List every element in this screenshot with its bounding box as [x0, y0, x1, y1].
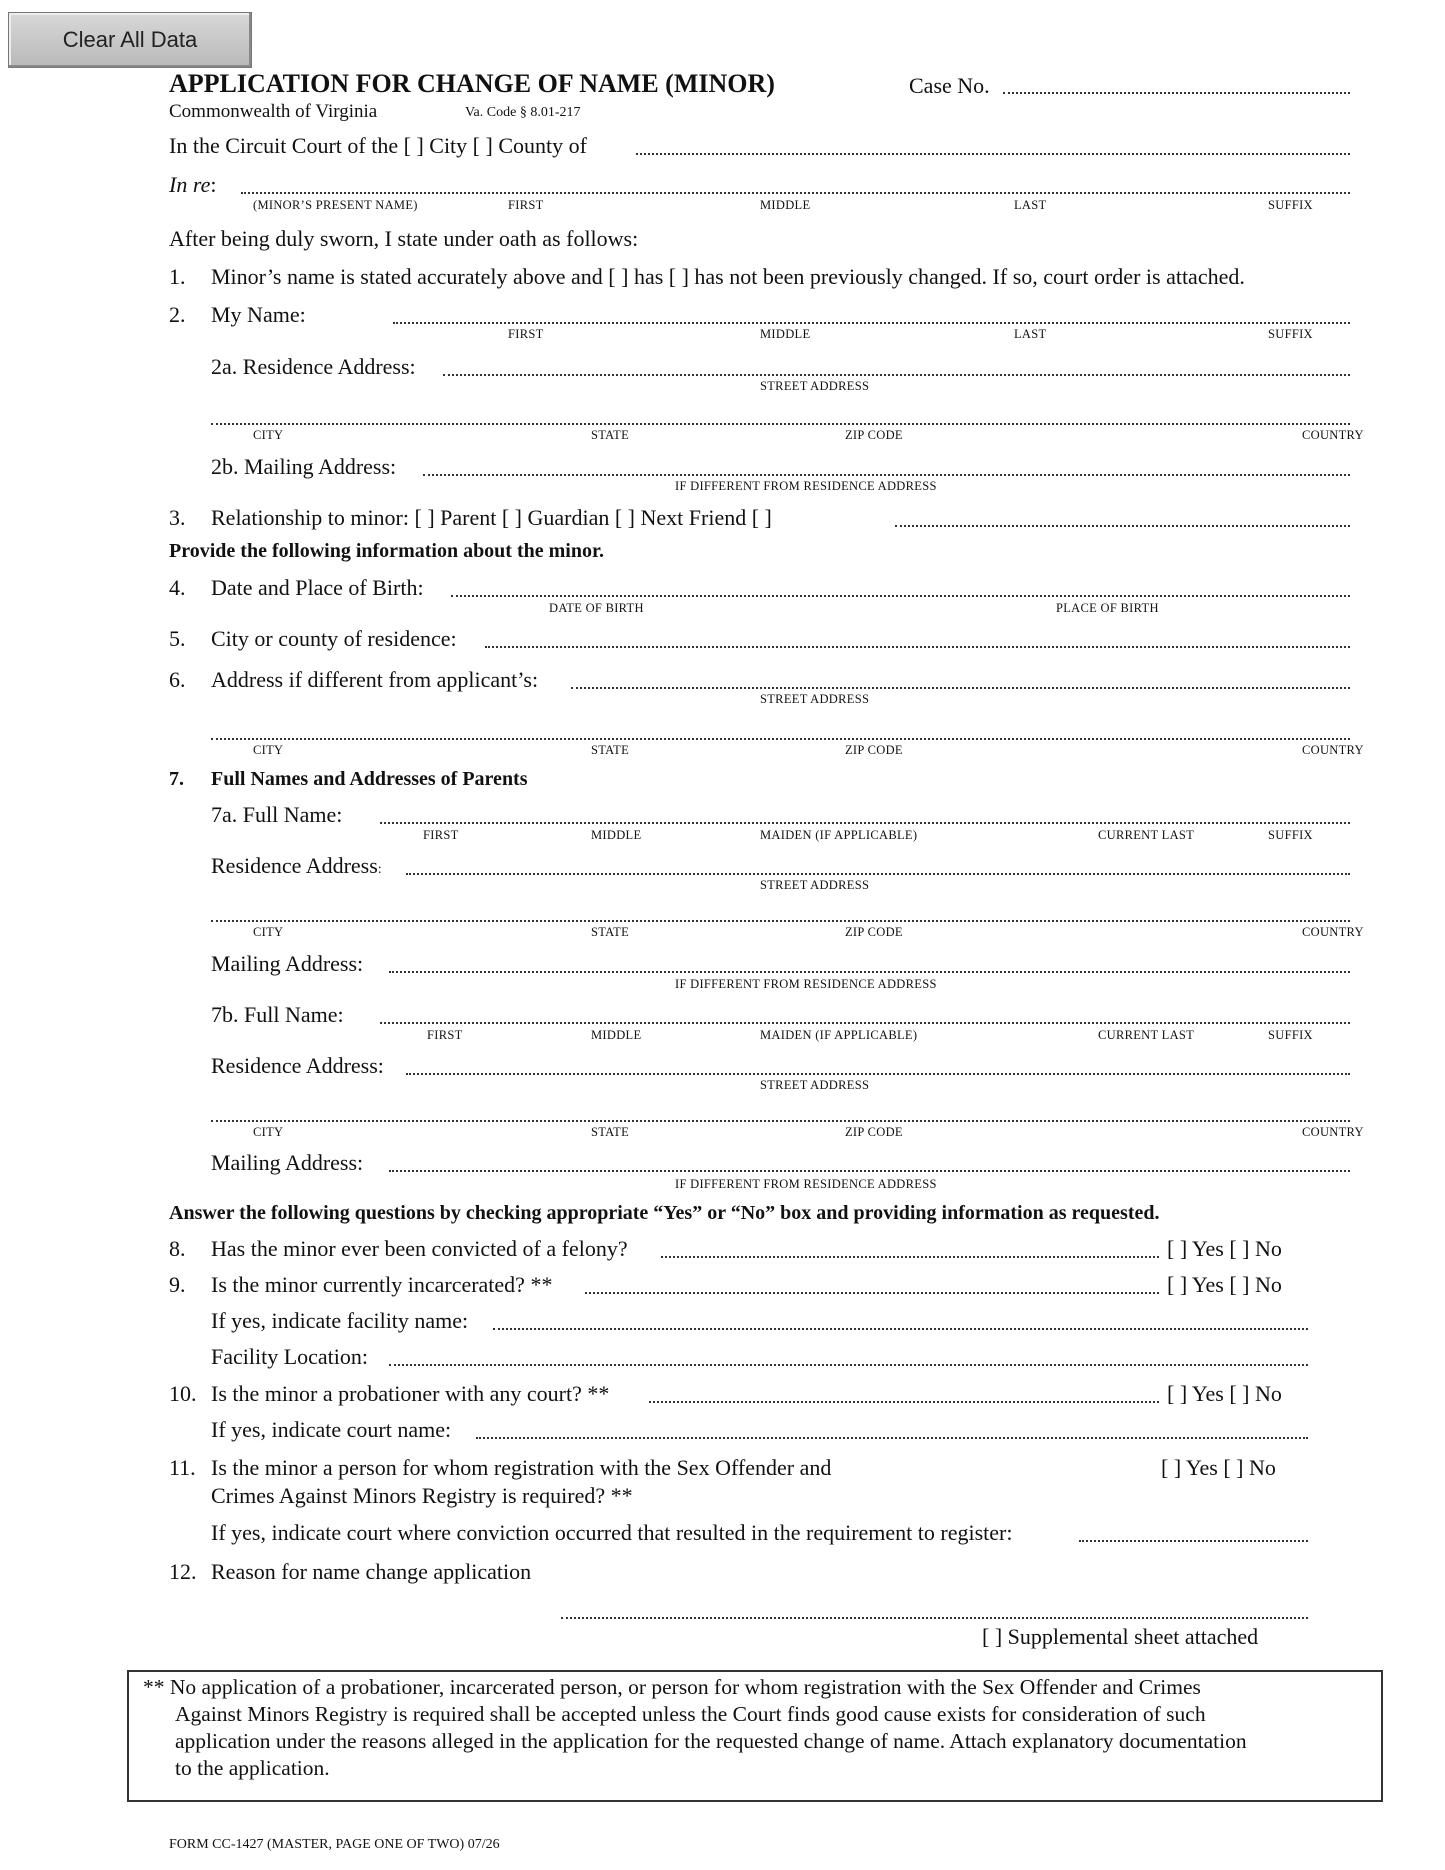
field-label: SUFFIX	[1268, 198, 1313, 212]
notice-line: to the application.	[175, 1756, 330, 1780]
field-label: SUFFIX	[1268, 1028, 1313, 1042]
field-label: LAST	[1014, 198, 1047, 212]
my-name-field[interactable]	[393, 322, 1350, 324]
facility-location-label: Facility Location:	[211, 1344, 369, 1369]
field-label: IF DIFFERENT FROM RESIDENCE ADDRESS	[675, 479, 937, 493]
leader-dots	[585, 1292, 1159, 1294]
case-no-label: Case No.	[909, 73, 990, 98]
field-label: CITY	[253, 1125, 284, 1139]
leader-dots	[649, 1401, 1159, 1403]
field-label: ZIP CODE	[845, 428, 903, 442]
notice-line: application under the reasons alleged in the application for the requested change of name. Attach explanatory documentation	[175, 1729, 1247, 1753]
colon: :	[377, 862, 382, 877]
probationer-question: Is the minor a probationer with any court? **	[211, 1381, 610, 1406]
registry-yes-no[interactable]: [ ] Yes [ ] No	[1161, 1455, 1276, 1480]
probationer-yes-no[interactable]: [ ] Yes [ ] No	[1167, 1381, 1282, 1406]
item-number: 4.	[169, 575, 186, 600]
field-label: COUNTRY	[1302, 428, 1364, 442]
question-1: Minor’s name is stated accurately above and [ ] has [ ] has not been previously changed. If so, court order is attached.	[211, 264, 1245, 289]
my-name-label: My Name:	[211, 302, 306, 327]
commonwealth-label: Commonwealth of Virginia	[169, 101, 378, 122]
field-label: COUNTRY	[1302, 1125, 1364, 1139]
parent-b-mailing-field[interactable]	[389, 1170, 1350, 1172]
supplemental-checkbox[interactable]: [ ] Supplemental sheet attached	[982, 1624, 1259, 1649]
parent-b-name-field[interactable]	[380, 1022, 1350, 1024]
field-label: STREET ADDRESS	[760, 692, 870, 706]
code-label: Va. Code § 8.01-217	[465, 105, 581, 120]
relationship-other-field[interactable]	[895, 525, 1350, 527]
felony-yes-no[interactable]: [ ] Yes [ ] No	[1167, 1236, 1282, 1261]
field-label: STATE	[591, 1125, 629, 1139]
mailing-address-label: 2b. Mailing Address:	[211, 454, 397, 479]
in-re-label: In re	[169, 172, 211, 197]
field-label: MIDDLE	[760, 198, 811, 212]
field-label: FIRST	[508, 327, 544, 341]
field-label: MAIDEN (IF APPLICABLE)	[760, 828, 918, 842]
field-label: SUFFIX	[1268, 327, 1313, 341]
field-label: DATE OF BIRTH	[549, 601, 644, 615]
field-label: ZIP CODE	[845, 743, 903, 757]
parent-a-mailing-field[interactable]	[389, 971, 1350, 973]
incarcerated-question: Is the minor currently incarcerated? **	[211, 1272, 553, 1297]
residence-city-field[interactable]	[211, 423, 1350, 425]
parent-b-name-label: 7b. Full Name:	[211, 1002, 344, 1027]
parent-b-residence-field[interactable]	[406, 1073, 1350, 1075]
relationship-label: Relationship to minor: [ ] Parent [ ] Guardian [ ] Next Friend [ ]	[211, 505, 772, 530]
incarcerated-yes-no[interactable]: [ ] Yes [ ] No	[1167, 1272, 1282, 1297]
field-label: CURRENT LAST	[1098, 828, 1195, 842]
minor-address-label: Address if different from applicant’s:	[211, 667, 539, 692]
parent-a-residence-field[interactable]	[406, 873, 1350, 875]
field-label: MIDDLE	[591, 828, 642, 842]
residence-street-field[interactable]	[443, 374, 1350, 376]
case-no-field[interactable]	[1003, 92, 1350, 94]
conviction-court-label: If yes, indicate court where conviction occurred that resulted in the requirement to register:	[211, 1520, 1013, 1545]
field-label: LAST	[1014, 327, 1047, 341]
court-line-label: In the Circuit Court of the [ ] City [ ] County of	[169, 133, 587, 158]
parent-a-name-field[interactable]	[380, 822, 1350, 824]
parent-a-name-label: 7a. Full Name:	[211, 802, 343, 827]
field-label: STREET ADDRESS	[760, 1078, 870, 1092]
field-label: FIRST	[427, 1028, 463, 1042]
field-label: STATE	[591, 925, 629, 939]
form-title: APPLICATION FOR CHANGE OF NAME (MINOR)	[169, 69, 775, 98]
birth-label: Date and Place of Birth:	[211, 575, 424, 600]
birth-field[interactable]	[451, 595, 1350, 597]
field-label: MIDDLE	[591, 1028, 642, 1042]
field-label: FIRST	[508, 198, 544, 212]
field-label: CITY	[253, 743, 284, 757]
field-label: CITY	[253, 925, 284, 939]
facility-location-field[interactable]	[389, 1364, 1308, 1366]
clear-all-data-button[interactable]: Clear All Data	[8, 12, 252, 68]
item-number: 2.	[169, 302, 186, 327]
item-number: 11.	[169, 1455, 196, 1480]
section-heading: Provide the following information about the minor.	[169, 540, 605, 562]
field-label: FIRST	[423, 828, 459, 842]
field-label: SUFFIX	[1268, 828, 1313, 842]
item-number: 3.	[169, 505, 186, 530]
facility-name-field[interactable]	[493, 1328, 1308, 1330]
field-label: ZIP CODE	[845, 1125, 903, 1139]
parent-a-city-field[interactable]	[211, 920, 1350, 922]
notice-line: Against Minors Registry is required shall be accepted unless the Court finds good cause exists for consideration of such	[175, 1702, 1206, 1726]
field-label: IF DIFFERENT FROM RESIDENCE ADDRESS	[675, 977, 937, 991]
leader-dots	[661, 1256, 1159, 1258]
reason-field[interactable]	[561, 1617, 1308, 1619]
court-name-field[interactable]	[636, 153, 1350, 155]
field-label: STREET ADDRESS	[760, 878, 870, 892]
item-number: 6.	[169, 667, 186, 692]
registry-question-line-2: Crimes Against Minors Registry is required? **	[211, 1483, 633, 1508]
minor-city-field[interactable]	[211, 738, 1350, 740]
court-name-label: If yes, indicate court name:	[211, 1417, 452, 1442]
field-label: STATE	[591, 743, 629, 757]
item-number: 5.	[169, 626, 186, 651]
item-number: 9.	[169, 1272, 186, 1297]
item-number: 12.	[169, 1559, 197, 1584]
field-label: COUNTRY	[1302, 925, 1364, 939]
minor-name-field[interactable]	[241, 192, 1350, 194]
felony-question: Has the minor ever been convicted of a felony?	[211, 1236, 628, 1261]
intro-text: After being duly sworn, I state under oath as follows:	[169, 226, 639, 251]
mailing-address-field[interactable]	[423, 474, 1350, 476]
form-footer: FORM CC-1427 (MASTER, PAGE ONE OF TWO) 07/26	[169, 1837, 500, 1852]
field-label: MIDDLE	[760, 327, 811, 341]
item-number: 7.	[169, 768, 184, 790]
field-label: CITY	[253, 428, 284, 442]
section-heading: Answer the following questions by checking appropriate “Yes” or “No” box and providing information as requested.	[169, 1202, 1160, 1224]
in-re-colon: :	[210, 172, 217, 197]
field-label: CURRENT LAST	[1098, 1028, 1195, 1042]
field-label: STATE	[591, 428, 629, 442]
field-label: (MINOR’S PRESENT NAME)	[253, 198, 418, 212]
facility-name-label: If yes, indicate facility name:	[211, 1308, 469, 1333]
parent-a-mailing-label: Mailing Address:	[211, 951, 364, 976]
parent-b-mailing-label: Mailing Address:	[211, 1150, 364, 1175]
item-number: 1.	[169, 264, 186, 289]
field-label: COUNTRY	[1302, 743, 1364, 757]
reason-label: Reason for name change application	[211, 1559, 532, 1584]
notice-line: ** No application of a probationer, incarcerated person, or person for whom registration with the Sex Offender and Crimes	[143, 1675, 1201, 1699]
court-name-field[interactable]	[476, 1437, 1308, 1439]
conviction-court-field[interactable]	[1079, 1540, 1308, 1542]
residence-county-field[interactable]	[485, 646, 1350, 648]
field-label: ZIP CODE	[845, 925, 903, 939]
field-label: STREET ADDRESS	[760, 379, 870, 393]
field-label: PLACE OF BIRTH	[1056, 601, 1159, 615]
residence-address-label: 2a. Residence Address:	[211, 354, 416, 379]
parent-a-residence-label: Residence Address	[211, 853, 378, 878]
parents-heading: Full Names and Addresses of Parents	[211, 768, 528, 790]
parent-b-city-field[interactable]	[211, 1120, 1350, 1122]
residence-county-label: City or county of residence:	[211, 626, 457, 651]
item-number: 8.	[169, 1236, 186, 1261]
item-number: 10.	[169, 1381, 197, 1406]
field-label: MAIDEN (IF APPLICABLE)	[760, 1028, 918, 1042]
minor-street-field[interactable]	[571, 687, 1350, 689]
parent-b-residence-label: Residence Address:	[211, 1053, 384, 1078]
field-label: IF DIFFERENT FROM RESIDENCE ADDRESS	[675, 1177, 937, 1191]
registry-question-line-1: Is the minor a person for whom registration with the Sex Offender and	[211, 1455, 832, 1480]
